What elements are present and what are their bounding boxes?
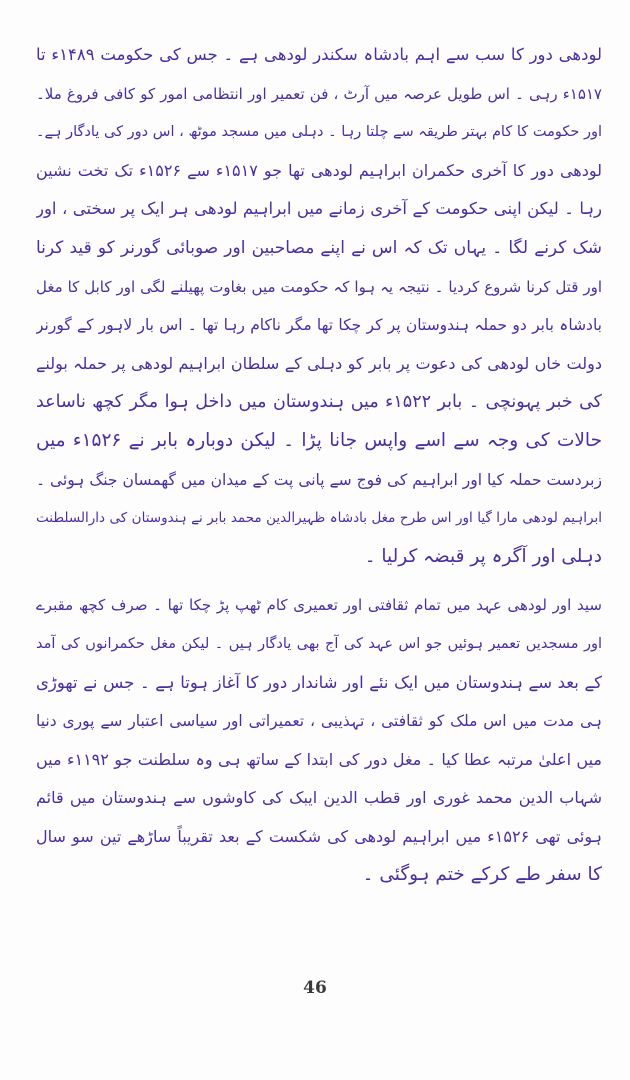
text-line: ہوئی تھی ۱۵۲۶ء میں ابراہیم لودھی کی شکست کے بعد تقریباً ساڑھے تین سو سال xyxy=(36,826,602,846)
text-line: لودھی دور کا سب سے اہم بادشاہ سکندر لودھی ہے ۔ جس کی حکومت ۱۴۸۹ء تا xyxy=(36,45,602,64)
text-line: ابراہیم لودھی مارا گیا اور اس طرح مغل بادشاہ ظہیرالدین محمد بابر نے ہندوستان کی دارالسلطنت xyxy=(36,510,602,527)
text-line: کی خبر پہونچی ۔ بابر ۱۵۲۲ء میں ہندوستان میں داخل ہوا مگر کچھ ناساعد xyxy=(36,392,602,413)
paragraph-1 xyxy=(36,36,602,576)
text-line: حالات کی وجہ سے اسے واپس جانا پڑا ۔ لیکن دوبارہ بابر نے ۱۵۲۶ء میں xyxy=(36,429,602,451)
text-line: شک کرنے لگا ۔ یہاں تک کہ اس نے اپنے مصاحبین اور صوبائی گورنر کو قید کرنا xyxy=(36,237,602,258)
text-line: اور قتل کرنا شروع کردیا ۔ نتیجہ یہ ہوا کہ حکومت میں بغاوت پھیلنے لگی اور کابل کا مغل xyxy=(36,277,602,296)
text-line: اور حکومت کا کام بہتر طریقہ سے چلتا رہا ۔ دہلی میں مسجد موٹھ ، اس دور کی یادگار ہے۔ xyxy=(36,124,602,141)
text-line: بادشاہ بابر دو حملہ ہندوستان پر کر چکا تھا مگر ناکام رہا تھا ۔ اس بار لاہور کے گورنر xyxy=(36,316,602,335)
text-line: کا سفر طے کرکے ختم ہوگئی ۔ xyxy=(362,864,602,886)
text-line: لودھی دور کا آخری حکمران ابراہیم لودھی تھا جو ۱۵۱۷ء سے ۱۵۲۶ء تک تخت نشین xyxy=(36,160,602,180)
text-line: رہا ۔ لیکن اپنی حکومت کے آخری زمانے میں ابراہیم لودھی ہر ایک پر سختی ، اور xyxy=(36,199,602,219)
text-line: سید اور لودھی عہد میں تمام ثقافتی اور تعمیری کام ٹھپ پڑ چکا تھا ۔ صرف کچھ مقبرے xyxy=(36,596,602,615)
page-number: 46 xyxy=(303,978,327,998)
text-line: زبردست حملہ کیا اور ابراہیم کی فوج سے پانی پت کے میدان میں گھمسان جنگ ہوئی ۔ xyxy=(36,470,602,489)
paragraph-2 xyxy=(36,586,602,895)
text-line: دولت خاں لودھی کی دعوت پر بابر کو دہلی کے سلطان ابراہیم لودھی پر حملہ بولنے xyxy=(36,353,602,373)
text-line: ہی مدت میں اس ملک کو ثقافتی ، تہذیبی ، تعمیراتی اور سیاسی اعتبار سے پوری دنیا xyxy=(36,712,602,731)
text-line: دہلی اور آگرہ پر قبضہ کرلیا ۔ xyxy=(364,545,602,567)
text-line: اور مسجدیں تعمیر ہوئیں جو اس عہد کی آج بھی یادگار ہیں ۔ لیکن مغل حکمرانوں کی آمد xyxy=(36,635,602,652)
text-line: کے بعد سے ہندوستان میں ایک نئے اور شاندار دور کا آغاز ہوتا ہے ۔ جس نے تھوڑی xyxy=(36,672,602,692)
text-line: ۱۵۱۷ء رہی ۔ اس طویل عرصہ میں آرٹ ، فن تعمیر اور انتظامی امور کو کافی فروغ ملا۔ xyxy=(36,84,602,103)
text-line: شہاب الدین محمد غوری اور قطب الدین ایبک کی کاوشوں سے ہندوستان میں قائم xyxy=(36,788,602,808)
body-text xyxy=(36,36,602,895)
text-line: میں اعلیٰ مرتبہ عطا کیا ۔ مغل دور کی ابتدا کے ساتھ ہی وہ سلطنت جو ۱۱۹۲ء میں xyxy=(36,749,602,769)
